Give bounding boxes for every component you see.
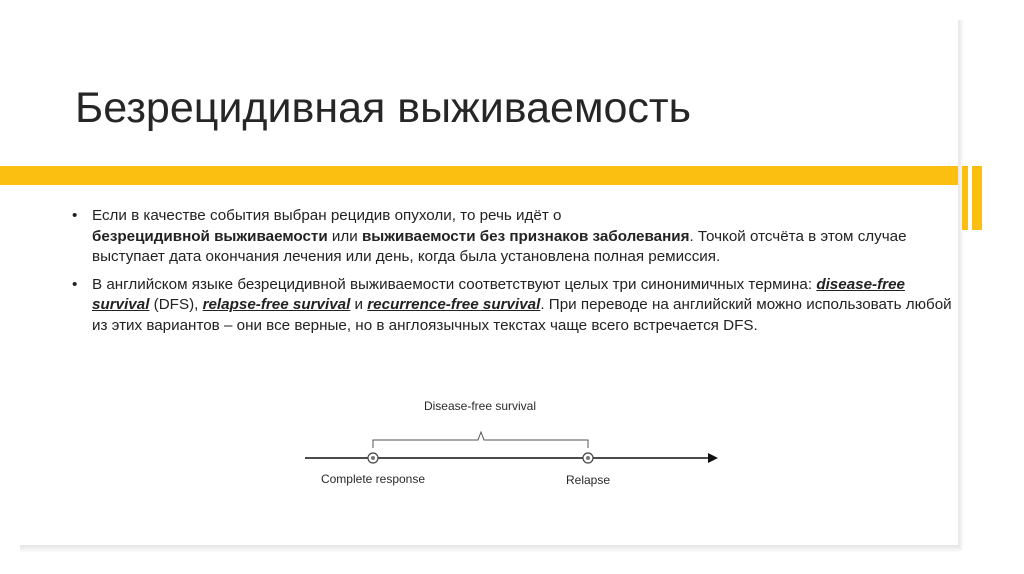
bold-term: безрецидивной выживаемости bbox=[92, 227, 328, 245]
english-term: relapse-free survival bbox=[202, 296, 351, 313]
english-term: disease-free survival bbox=[92, 275, 905, 313]
accent-bar bbox=[962, 166, 968, 230]
timeline-svg bbox=[300, 390, 730, 500]
text-run: или bbox=[327, 227, 362, 245]
slide-title: Безрецидивная выживаемость bbox=[75, 84, 692, 132]
bullet-marker: • bbox=[72, 207, 78, 224]
text-run: и bbox=[350, 296, 368, 313]
bullet-item bbox=[72, 206, 952, 268]
bullet-marker: • bbox=[72, 275, 78, 293]
brace bbox=[373, 432, 588, 448]
english-term: recurrence-free survival bbox=[367, 296, 541, 313]
bullet-list bbox=[72, 206, 952, 343]
text-run: (DFS), bbox=[149, 296, 203, 313]
text-run: В английском языке безрецидивной выживаемости соответствуют целых три синонимичных термина: bbox=[92, 275, 817, 293]
start-label: Complete response bbox=[320, 472, 426, 486]
end-label: Relapse bbox=[565, 473, 611, 487]
bracket-label: Disease-free survival bbox=[423, 399, 537, 413]
timeline-diagram bbox=[300, 390, 730, 500]
bullet-item bbox=[72, 275, 952, 337]
marker-dot bbox=[371, 456, 375, 460]
marker-dot bbox=[586, 456, 590, 460]
bullet-text bbox=[92, 276, 952, 334]
end-marker bbox=[583, 453, 593, 463]
text-run: Если в качестве события выбран рецидив опухоли, то речь идёт о bbox=[92, 207, 562, 224]
arrow-head bbox=[708, 453, 718, 463]
text-run: . Точкой отсчёта в этом случае выступает дата окончания лечения или день, когда была установлена полная ремиссия. bbox=[92, 227, 907, 265]
slide-shadow bbox=[958, 20, 964, 550]
start-marker bbox=[368, 453, 378, 463]
bold-term: выживаемости без признаков заболевания bbox=[361, 227, 690, 245]
accent-band bbox=[0, 166, 958, 185]
bullet-text bbox=[92, 207, 907, 265]
accent-bar bbox=[972, 166, 982, 230]
text-run: . При переводе на английский можно использовать любой из этих вариантов – они все верные, но в англоязычных текстах чаще всего встречается DFS. bbox=[92, 296, 952, 334]
slide-shadow bbox=[20, 545, 960, 553]
